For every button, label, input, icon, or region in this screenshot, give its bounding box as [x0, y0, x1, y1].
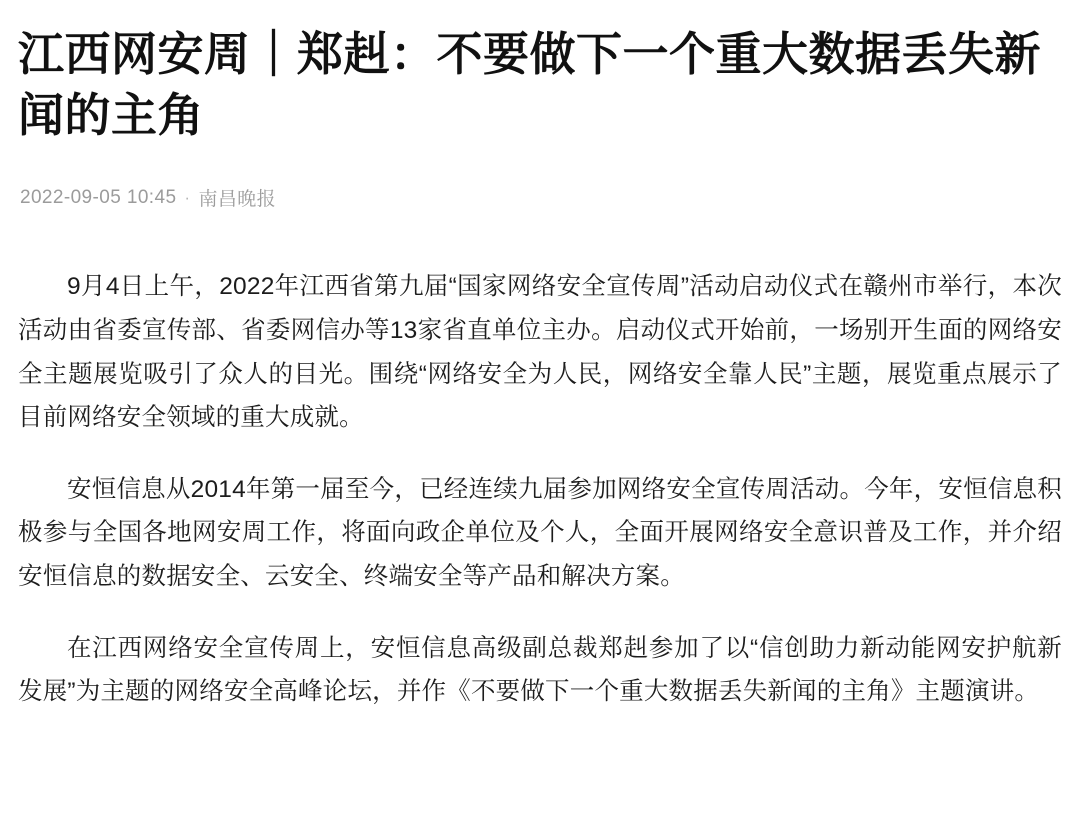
article-paragraph: 安恒信息从2014年第一届至今，已经连续九届参加网络安全宣传周活动。今年，安恒信息积极参与全国各地网安周工作，将面向政企单位及个人，全面开展网络安全意识普及工作，并介绍安恒信息的数据安全、云安全、终端安全等产品和解决方案。 [18, 475, 1062, 590]
article-source: 南昌晚报 [198, 189, 277, 211]
article-meta [12, 184, 1068, 211]
article-paragraph: 9月4日上午，2022年江西省第九届“国家网络安全宣传周”活动启动仪式在赣州市举行，本次活动由省委宣传部、省委网信办等13家省直单位主办。启动仪式开始前，一场别开生面的网络安全主题展览吸引了众人的目光。围绕“网络安全为人民，网络安全靠人民”主题，展览重点展示了目前网络安全领域的重大成就。 [18, 273, 1062, 432]
article-paragraph: 在江西网络安全宣传周上，安恒信息高级副总裁郑赳参加了以“信创助力新动能网安护航新发展”为主题的网络安全高峰论坛，并作《不要做下一个重大数据丢失新闻的主角》主题演讲。 [18, 634, 1062, 706]
meta-separator: · [184, 187, 191, 207]
article-body [12, 265, 1068, 713]
publish-datetime: 2022-09-05 10:45 [20, 186, 177, 208]
page-title: 江西网安周｜郑赳：不要做下一个重大数据丢失新闻的主角 [18, 28, 1041, 142]
